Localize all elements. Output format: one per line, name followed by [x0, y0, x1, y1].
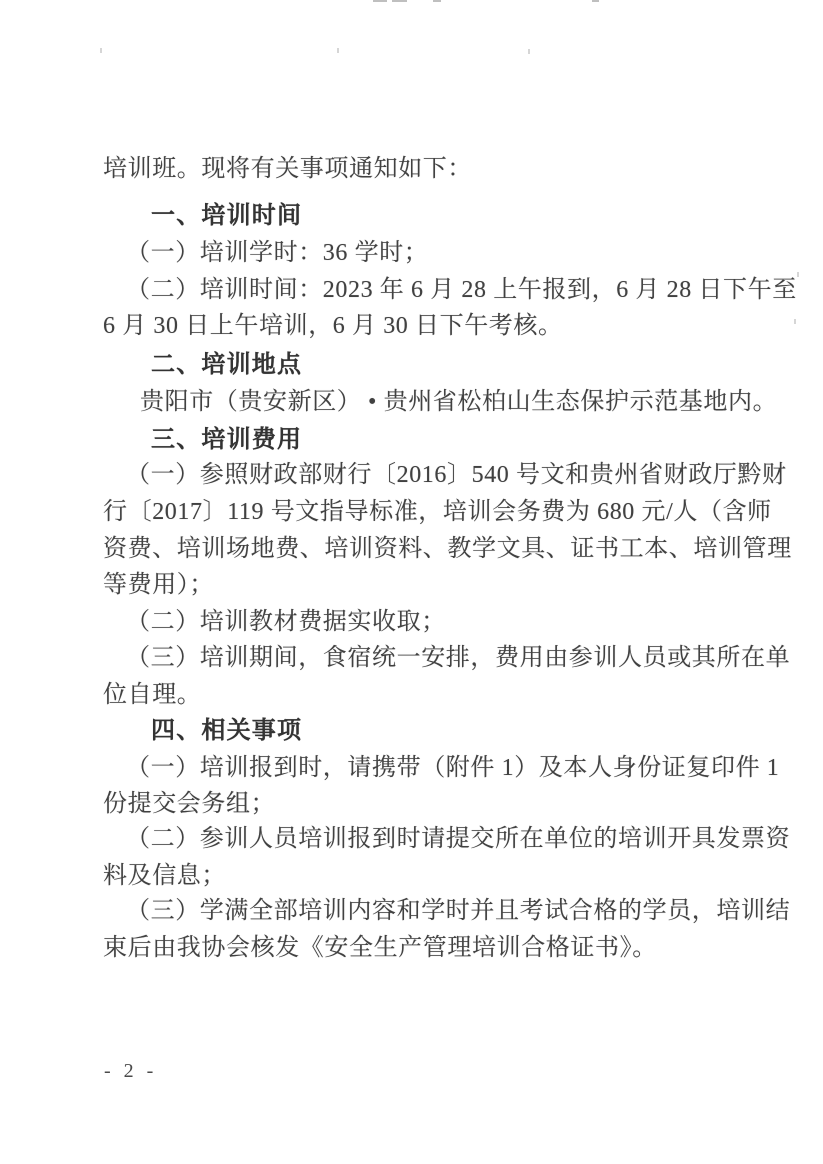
section-heading-training-fee: 三、培训费用	[151, 426, 303, 453]
intro-continuation-line: 培训班。现将有关事项通知如下：	[103, 156, 472, 182]
related-item-2-line-1: （二）参训人员培训报到时请提交所在单位的培训开具发票资	[126, 826, 791, 852]
related-item-1-line-1: （一）培训报到时，请携带（附件 1）及本人身份证复印件 1	[126, 755, 780, 781]
scan-artifact	[392, 0, 407, 2]
training-schedule-line-1: （二）培训时间：2023 年 6 月 28 上午报到，6 月 28 日下午至	[126, 277, 797, 303]
training-place-line: 贵阳市（贵安新区） • 贵州省松柏山生态保护示范基地内。	[140, 389, 778, 415]
fee-item-3-line-2: 位自理。	[103, 682, 202, 708]
scan-artifact	[592, 0, 599, 2]
section-heading-training-time: 一、培训时间	[151, 202, 303, 229]
scan-artifact	[433, 0, 441, 2]
section-heading-related-matters: 四、相关事项	[151, 717, 303, 744]
page-number: - 2 -	[104, 1060, 158, 1082]
related-item-3-line-2: 束后由我协会核发《安全生产管理培训合格证书》。	[103, 935, 657, 961]
scan-artifact	[794, 319, 796, 324]
scan-artifact	[100, 48, 102, 53]
related-item-3-line-1: （三）学满全部培训内容和学时并且考试合格的学员，培训结	[126, 898, 791, 924]
scan-artifact	[797, 272, 799, 277]
section-heading-training-place: 二、培训地点	[151, 351, 303, 378]
fee-item-1-line-1: （一）参照财政部财行〔2016〕540 号文和贵州省财政厅黔财	[126, 462, 787, 488]
fee-item-1-line-3: 资费、培训场地费、培训资料、教学文具、证书工本、培训管理	[103, 536, 792, 562]
related-item-2-line-2: 料及信息；	[103, 863, 226, 889]
scan-artifact	[373, 0, 387, 2]
related-item-1-line-2: 份提交会务组；	[103, 791, 276, 817]
fee-item-3-line-1: （三）培训期间，食宿统一安排，费用由参训人员或其所在单	[126, 645, 791, 671]
training-hours-line: （一）培训学时：36 学时；	[126, 240, 429, 266]
fee-item-2-line: （二）培训教材费据实收取；	[126, 609, 446, 635]
scan-artifact	[337, 48, 339, 53]
fee-item-1-line-2: 行〔2017〕119 号文指导标准，培训会务费为 680 元/人（含师	[103, 499, 772, 525]
training-schedule-line-2: 6 月 30 日上午培训，6 月 30 日下午考核。	[103, 313, 563, 339]
fee-item-1-line-4: 等费用）；	[103, 572, 214, 598]
scan-artifact	[528, 49, 530, 54]
